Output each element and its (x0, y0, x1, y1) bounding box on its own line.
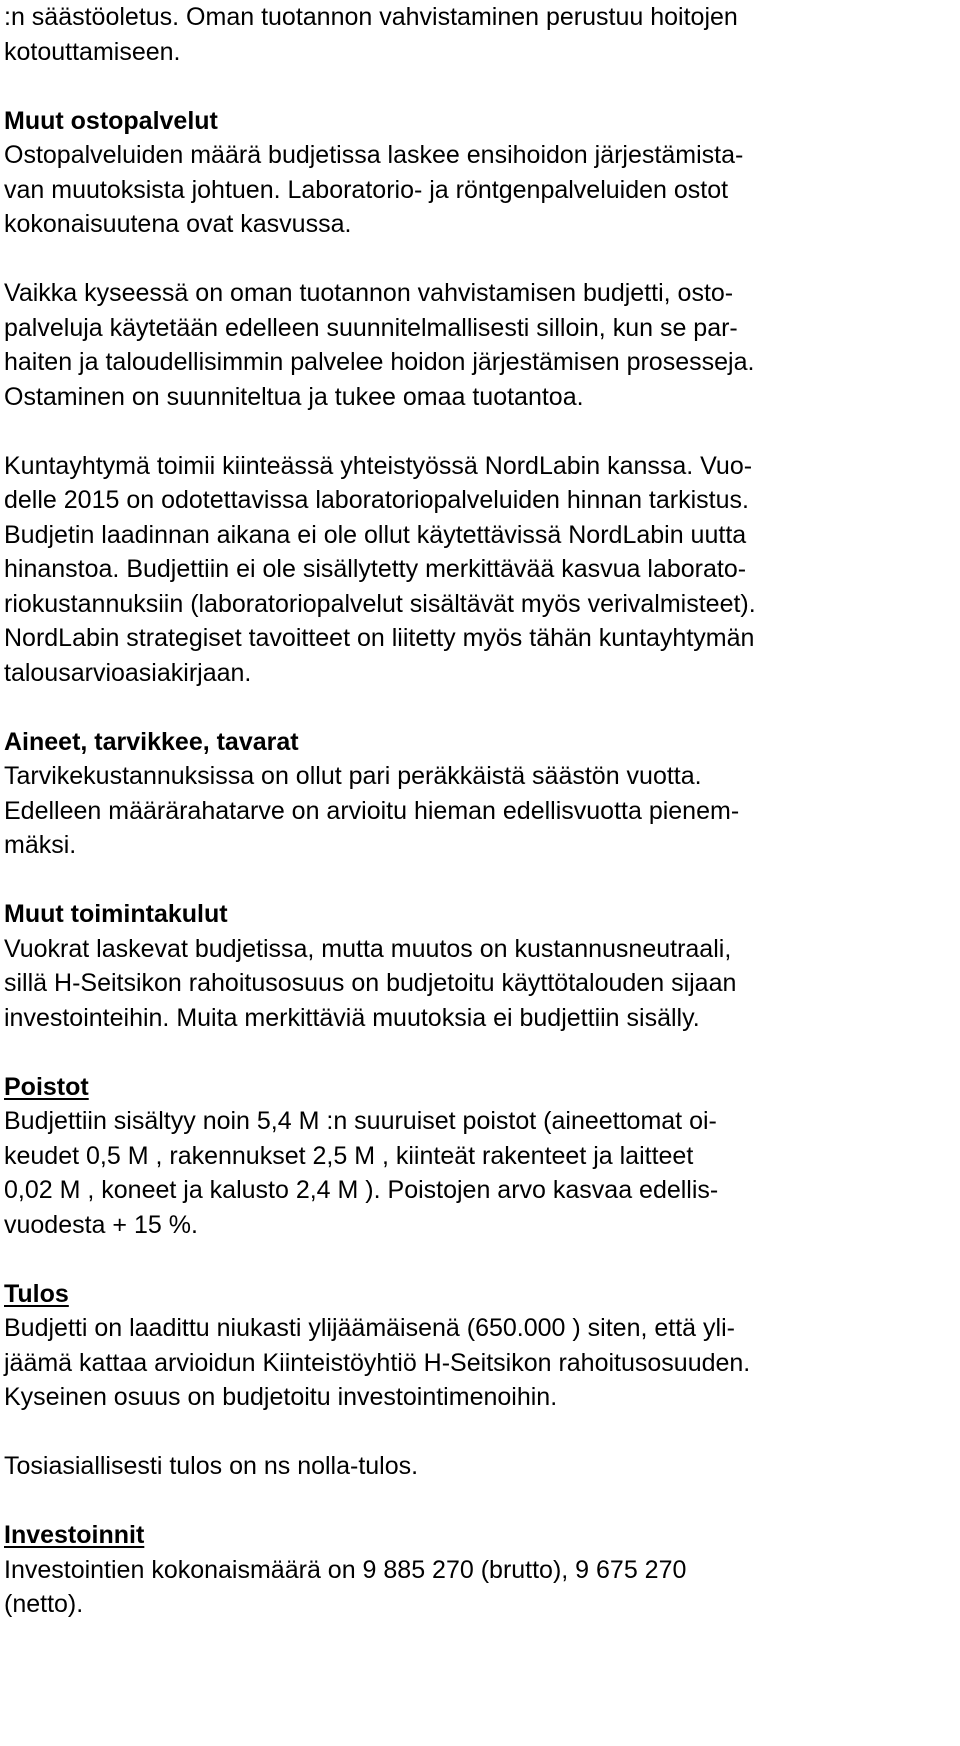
section-heading: Investoinnit (4, 1521, 145, 1549)
text-line: Kuntayhtymä toimii kiinteässä yhteistyössä NordLabin kanssa. Vuo- (4, 451, 753, 480)
text-line: Ostaminen on suunniteltua ja tukee omaa tuotantoa. (4, 382, 584, 411)
text-line: delle 2015 on odotettavissa laboratoriopalveluiden hinnan tarkistus. (4, 486, 749, 514)
text-line: NordLabin strategiset tavoitteet on liitetty myös tähän kuntayhtymän (4, 624, 755, 652)
paragraph (4, 138, 960, 242)
text-line: (netto). (4, 1590, 84, 1618)
text-line: Investointien kokonaismäärä on 9 885 270 (brutto), 9 675 270 (4, 1555, 687, 1584)
text-line: riokustannuksiin (laboratoriopalvelut sisältävät myös verivalmisteet). (4, 589, 756, 618)
text-line: haiten ja taloudellisimmin palvelee hoidon järjestämisen prosesseja. (4, 348, 755, 376)
text-line: hinanstoa. Budjettiin ei ole sisällytetty merkittävää kasvua laborato- (4, 555, 747, 583)
section-tulos (4, 1277, 960, 1484)
section-heading: Poistot (4, 1072, 89, 1101)
text-line: mäksi. (4, 831, 77, 859)
text-line: kotouttamiseen. (4, 37, 181, 66)
text-line: kokonaisuutena ovat kasvussa. (4, 210, 352, 238)
section-investoinnit (4, 1518, 960, 1622)
section-heading: Tulos (4, 1279, 69, 1308)
text-line: palveluja käytetään edelleen suunnitelmallisesti silloin, kun se par- (4, 313, 738, 342)
paragraph (4, 276, 960, 414)
text-line: Kyseinen osuus on budjetoitu investointimenoihin. (4, 1383, 558, 1411)
paragraph (4, 1311, 960, 1415)
text-line: keudet 0,5 M , rakennukset 2,5 M , kiinteät rakenteet ja laitteet (4, 1141, 694, 1170)
section-heading: Muut ostopalvelut (4, 106, 218, 135)
text-line: vuodesta + 15 %. (4, 1210, 198, 1239)
section-muut-ostopalvelut (4, 104, 960, 691)
section-aineet (4, 725, 960, 863)
section-heading: Aineet, tarvikkee, tavarat (4, 727, 299, 756)
text-line: Budjetin laadinnan aikana ei ole ollut käytettävissä NordLabin uutta (4, 520, 747, 549)
section-poistot (4, 1070, 960, 1243)
text-line: :n säästöoletus. Oman tuotannon vahvistaminen perustuu hoitojen (4, 3, 738, 31)
text-line: talousarvioasiakirjaan. (4, 658, 252, 687)
text-line: 0,02 M , koneet ja kalusto 2,4 M ). Poistojen arvo kasvaa edellis- (4, 1176, 719, 1204)
text-line: Tarvikekustannuksissa on ollut pari peräkkäistä säästön vuotta. (4, 762, 702, 790)
text-line: Vaikka kyseessä on oman tuotannon vahvistamisen budjetti, osto- (4, 279, 734, 307)
text-line: Vuokrat laskevat budjetissa, mutta muutos on kustannusneutraali, (4, 934, 732, 963)
text-line: jäämä kattaa arvioidun Kiinteistöyhtiö H-Seitsikon rahoitusosuuden. (4, 1348, 751, 1377)
text-line: Budjetti on laadittu niukasti ylijäämäisenä (650.000 ) siten, että yli- (4, 1314, 735, 1342)
text-line: investointeihin. Muita merkittäviä muutoksia ei budjettiin sisälly. (4, 1003, 700, 1032)
text-line: van muutoksista johtuen. Laboratorio- ja röntgenpalveluiden ostot (4, 175, 729, 204)
text-line: Ostopalveluiden määrä budjetissa laskee ensihoidon järjestämista- (4, 141, 744, 169)
intro-paragraph (4, 0, 960, 69)
text-line: Budjettiin sisältyy noin 5,4 M :n suuruiset poistot (aineettomat oi- (4, 1107, 717, 1135)
text-line: sillä H-Seitsikon rahoitusosuus on budjetoitu käyttötalouden sijaan (4, 969, 737, 997)
section-heading: Muut toimintakulut (4, 900, 228, 928)
text-line: Edelleen määrärahatarve on arvioitu hieman edellisvuotta pienem- (4, 796, 740, 825)
paragraph (4, 1449, 960, 1484)
text-line: Tosiasiallisesti tulos on ns nolla-tulos. (4, 1452, 419, 1480)
paragraph (4, 449, 960, 691)
section-muut-toimintakulut (4, 897, 960, 1035)
